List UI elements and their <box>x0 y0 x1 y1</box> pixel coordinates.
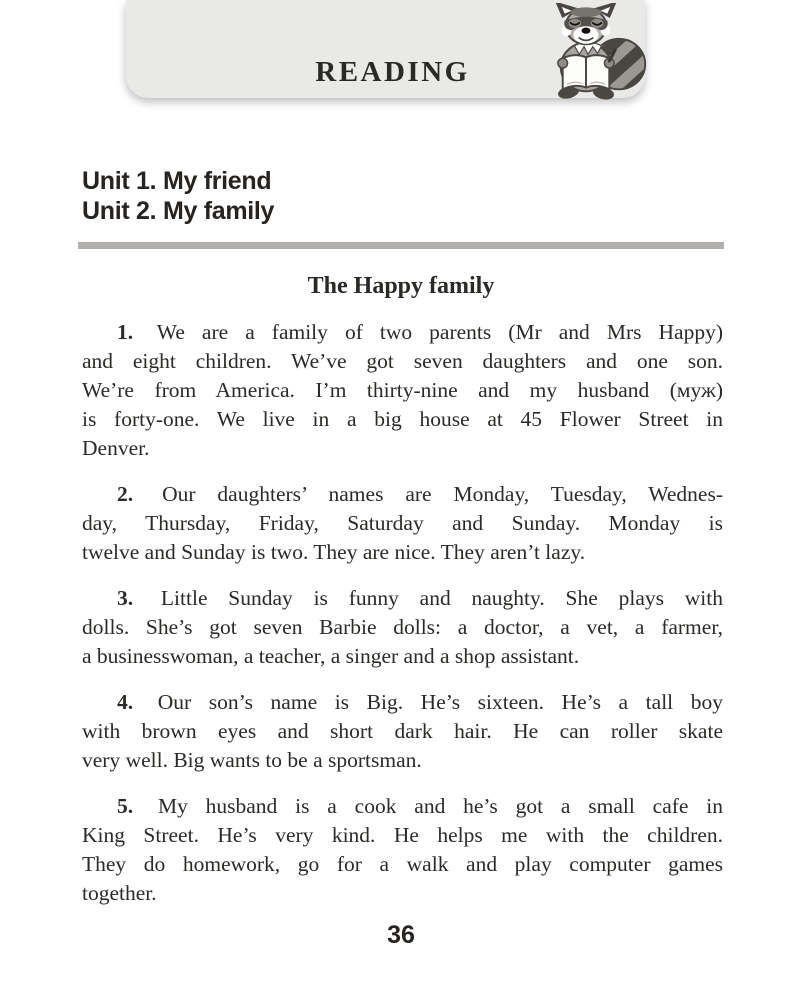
text-line <box>82 318 723 347</box>
story-paragraph-2 <box>78 480 724 567</box>
page-number: 36 <box>387 921 415 949</box>
story-paragraph-5 <box>78 792 724 908</box>
text-line: a businesswoman, a teacher, a singer and a shop assistant. <box>82 644 580 668</box>
text-line: dolls. She’s got seven Barbie dolls: a doctor, a vet, a farmer, <box>82 615 723 639</box>
text-line: very well. Big wants to be a sportsman. <box>82 748 422 772</box>
text-line: They do homework, go for a walk and play computer games <box>82 852 723 876</box>
text-line <box>82 792 723 821</box>
unit-heading-2: Unit 2. My family <box>82 197 275 225</box>
text-line: together. <box>82 881 157 905</box>
story-paragraph-1 <box>78 318 724 463</box>
story-paragraph-3 <box>78 584 724 671</box>
text-line: We’re from America. I’m thirty-nine and my husband (муж) <box>82 378 723 402</box>
text-line: day, Thursday, Friday, Saturday and Sunday. Monday is <box>82 511 723 535</box>
paragraph-number: 5. <box>117 794 134 818</box>
text-line: King Street. He’s very kind. He helps me with the children. <box>82 823 723 847</box>
unit-heading-1: Unit 1. My friend <box>82 167 272 195</box>
paragraph-number: 1. <box>117 320 134 344</box>
text-line: and eight children. We’ve got seven daughters and one son. <box>82 349 723 373</box>
paragraph-text: We are a family of two parents (Mr and Mrs Happy) <box>156 320 723 344</box>
page-title: READING <box>315 56 470 88</box>
text-line: Denver. <box>82 436 150 460</box>
paragraph-text: Little Sunday is funny and naughty. She plays with <box>160 586 723 610</box>
story-paragraph-4 <box>78 688 724 775</box>
text-line: twelve and Sunday is two. They are nice. They aren’t lazy. <box>82 540 586 564</box>
page-content <box>78 98 724 908</box>
text-line <box>82 584 723 613</box>
paragraph-text: Our daughters’ names are Monday, Tuesday, Wednes- <box>162 482 723 506</box>
story-title: The Happy family <box>307 273 495 299</box>
unit-headings <box>78 166 724 226</box>
text-line <box>82 688 723 717</box>
section-divider <box>78 242 724 249</box>
text-line <box>82 480 723 509</box>
paragraph-text: My husband is a cook and he’s got a small cafe in <box>157 794 723 818</box>
paragraph-number: 2. <box>117 482 134 506</box>
paragraph-number: 3. <box>117 586 134 610</box>
text-line: is forty-one. We live in a big house at 45 Flower Street in <box>82 407 723 431</box>
text-line: with brown eyes and short dark hair. He can roller skate <box>82 719 723 743</box>
reading-header-banner <box>126 0 645 98</box>
paragraph-number: 4. <box>117 690 134 714</box>
paragraph-text: Our son’s name is Big. He’s sixteen. He’s a tall boy <box>157 690 723 714</box>
raccoon-reading-icon <box>517 3 655 100</box>
